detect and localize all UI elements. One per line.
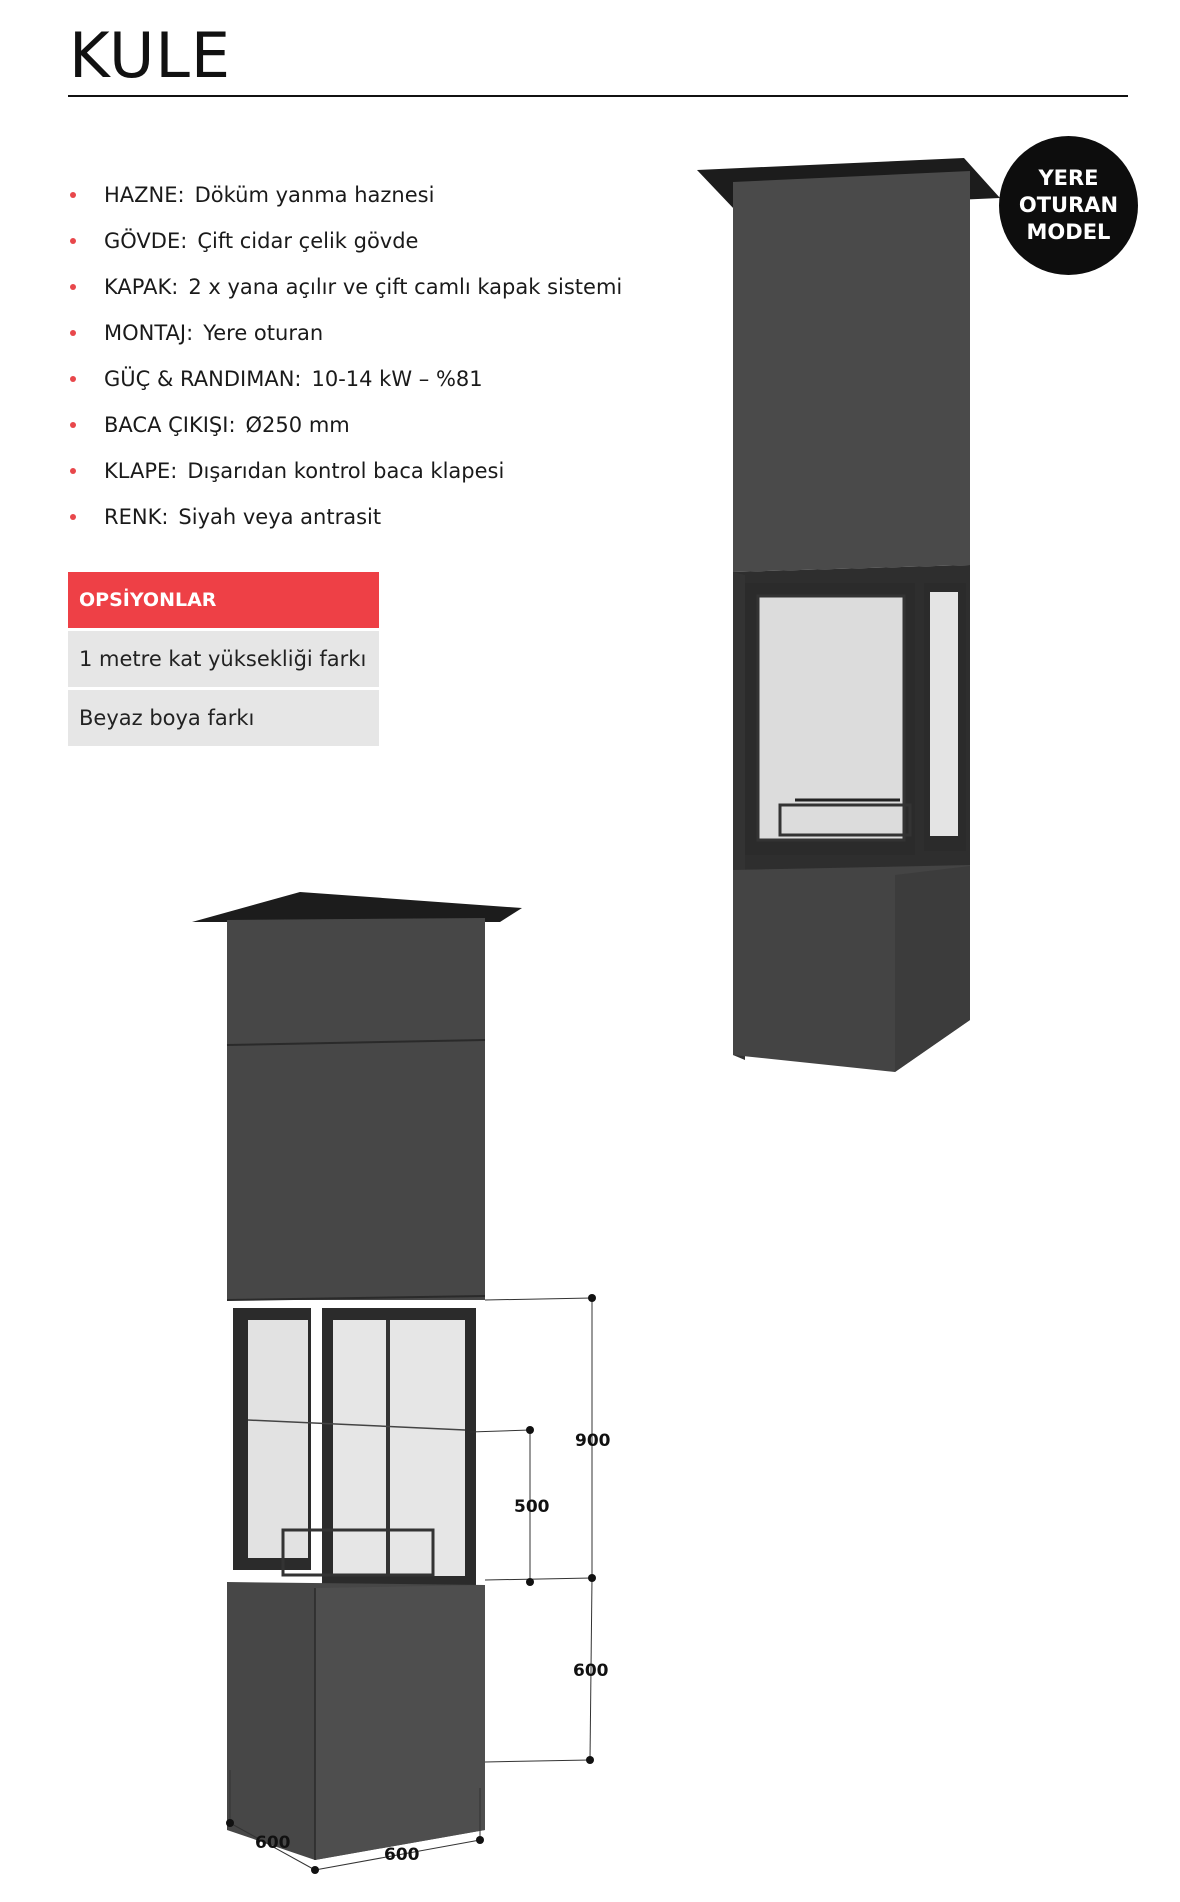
spec-key: KLAPE: <box>104 459 178 483</box>
spec-key: MONTAJ: <box>104 321 194 345</box>
badge-line: YERE <box>1038 166 1099 190</box>
spec-value: Ø250 mm <box>245 413 350 437</box>
option-row: 1 metre kat yüksekliği farkı <box>68 631 379 687</box>
option-row: Beyaz boya farkı <box>68 690 379 746</box>
badge-line: MODEL <box>1026 220 1111 244</box>
stove-perspective-view <box>697 158 1000 1072</box>
dim-base-height: 600 <box>573 1661 609 1681</box>
spec-value: 2 x yana açılır ve çift camlı kapak sistemi <box>188 275 623 299</box>
options-heading: OPSİYONLAR <box>68 572 379 628</box>
dim-glass-height: 900 <box>575 1431 611 1451</box>
spec-value: 10-14 kW – %81 <box>311 367 483 391</box>
dim-firebox-height: 500 <box>514 1497 550 1517</box>
page-title: KULE <box>69 19 232 92</box>
dim-width: 600 <box>384 1845 420 1865</box>
spec-value: Yere oturan <box>203 321 324 345</box>
stove-dimension-drawing <box>192 892 611 1874</box>
spec-key: BACA ÇIKIŞI: <box>104 413 236 437</box>
spec-key: GÜÇ & RANDIMAN: <box>104 367 302 391</box>
spec-key: RENK: <box>104 505 169 529</box>
spec-key: GÖVDE: <box>104 229 188 253</box>
spec-value: Siyah veya antrasit <box>178 505 382 529</box>
floor-model-badge <box>999 136 1138 275</box>
dim-depth: 600 <box>255 1833 291 1853</box>
spec-value: Çift cidar çelik gövde <box>197 229 419 253</box>
spec-value: Döküm yanma haznesi <box>194 183 435 207</box>
badge-line: OTURAN <box>1018 193 1119 217</box>
spec-key: KAPAK: <box>104 275 179 299</box>
spec-key: HAZNE: <box>104 183 185 207</box>
spec-value: Dışarıdan kontrol baca klapesi <box>187 459 505 483</box>
